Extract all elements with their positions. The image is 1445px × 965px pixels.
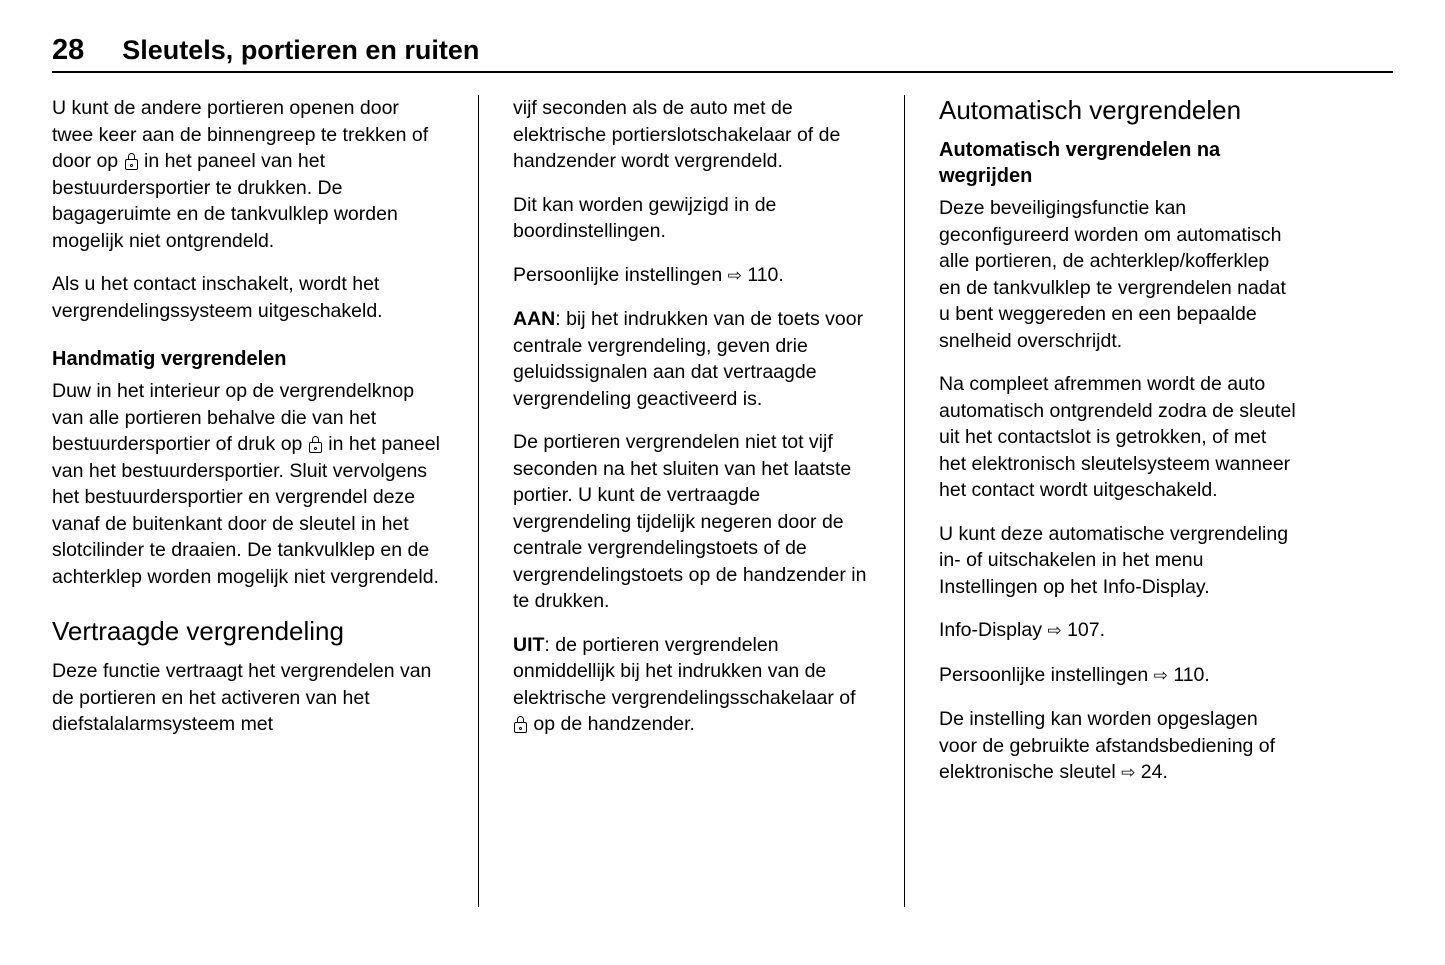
- paragraph-text-part1: Duw in het interieur op de vergrendelknop van alle portieren behalve die van het bestuurdersportier of druk op: [52, 380, 415, 455]
- reference-label: Persoonlijke instellingen: [939, 663, 1149, 686]
- heading-automatisch-vergrendelen: Automatisch vergrendelen: [939, 95, 1242, 125]
- lock-icon: [125, 153, 138, 170]
- paragraph-text-part1: U kunt de andere portieren openen door twee keer aan de binnengreep te trekken of door op: [52, 97, 429, 172]
- heading-automatisch-na-wegrijden: Automatisch vergrendelen na wegrijden: [939, 139, 1221, 187]
- paragraph-aan: [513, 306, 870, 412]
- column-3: [904, 95, 1296, 907]
- label-aan: AAN: [513, 308, 556, 330]
- heading-vertraagde-vergrendeling: Vertraagde vergrendeling: [52, 616, 344, 646]
- reference-page: 24.: [1140, 761, 1168, 783]
- paragraph-personal-settings-ref: [513, 262, 870, 290]
- lock-icon: [514, 716, 527, 733]
- reference-label: Persoonlijke instellingen: [513, 263, 723, 286]
- paragraph-security-function: Deze beveiligingsfunctie kan geconfigureerd worden om automatisch alle portieren, de achterklep/kofferklep en de tankvulklep te vergrendelen nadat u bent weggereden en een bepaalde snelheid overschrijdt.: [939, 197, 1286, 352]
- paragraph-ignition: Als u het contact inschakelt, wordt het vergrendelingssysteem uitgeschakeld.: [52, 273, 383, 322]
- paragraph-board-settings: Dit kan worden gewijzigd in de boordinstellingen.: [513, 193, 777, 242]
- paragraph-text: De instelling kan worden opgeslagen voor de gebruikte afstandsbediening of elektronische sleutel: [939, 708, 1276, 783]
- reference-page: 110.: [747, 263, 784, 286]
- reference-arrow-icon: ⇨: [727, 265, 742, 286]
- paragraph-five-seconds: vijf seconden als de auto met de elektrische portierslotschakelaar of de handzender wordt vergrendeld.: [513, 97, 841, 172]
- reference-page: 107.: [1067, 619, 1106, 641]
- paragraph-uit: [513, 632, 870, 738]
- paragraph-setting-saved: [939, 706, 1296, 787]
- column-2: [478, 95, 870, 907]
- paragraph-auto-unlock: Na compleet afremmen wordt de auto automatisch ontgrendeld zodra de sleutel uit het contactslot is getrokken, of met het elektronisch sleutelsysteem wanneer het contact wordt uitgeschakeld.: [939, 373, 1296, 501]
- paragraph-info-display-ref: [939, 617, 1296, 645]
- paragraph-delayed-intro: Deze functie vertraagt het vergrendelen van de portieren en het activeren van het diefstalalarmsysteem met: [52, 660, 432, 735]
- content-columns: [52, 95, 1393, 907]
- page-title: Sleutels, portieren en ruiten: [122, 35, 480, 65]
- page-header: [52, 36, 1393, 73]
- paragraph-manual-lock: [52, 378, 444, 590]
- paragraph-text-part2: op de handzender.: [528, 713, 695, 735]
- paragraph-delay-override: De portieren vergrendelen niet tot vijf seconden na het sluiten van het laatste portier. U kunt de vertraagde vergrendeling tijdelijk negeren door de centrale vergrendelingstoets of de vergrendelingstoets op de handzender in te drukken.: [513, 431, 867, 612]
- column-1: [52, 95, 444, 907]
- paragraph-text-part1: : de portieren vergrendelen onmiddellijk bij het indrukken van de elektrische vergrendelingsschakelaar of: [513, 633, 856, 709]
- paragraph-text-part2: in het paneel van het bestuurdersportier. Sluit vervolgens het bestuurdersportier en vergrendel deze vanaf de buitenkant door de sleutel in het slotcilinder te draaien. De tankvulklep en de achterklep worden mogelijk niet vergrendeld.: [52, 433, 440, 588]
- paragraph-enable-disable: U kunt deze automatische vergrendeling in- of uitschakelen in het menu Instellingen op het Info-Display.: [939, 522, 1289, 598]
- page-number: 28: [52, 34, 85, 66]
- paragraph-personal-settings-ref: [939, 662, 1296, 690]
- paragraph-open-other-doors: [52, 95, 444, 254]
- reference-arrow-icon: ⇨: [1121, 763, 1136, 783]
- label-uit: UIT: [513, 633, 545, 656]
- paragraph-text: : bij het indrukken van de toets voor centrale vergrendeling, geven drie geluidssignalen aan dat vertraagde vergrendeling geactiveerd is.: [513, 308, 864, 410]
- reference-page: 110.: [1173, 663, 1210, 686]
- lock-icon: [309, 436, 322, 453]
- paragraph-text-part2: in het paneel van het bestuurdersportier te drukken. De bagageruimte en de tankvulklep worden mogelijk niet ontgrendeld.: [52, 150, 398, 252]
- reference-arrow-icon: ⇨: [1153, 665, 1168, 686]
- heading-handmatig-vergrendelen: Handmatig vergrendelen: [52, 348, 287, 370]
- reference-arrow-icon: ⇨: [1047, 621, 1062, 641]
- reference-label: Info-Display: [939, 619, 1042, 641]
